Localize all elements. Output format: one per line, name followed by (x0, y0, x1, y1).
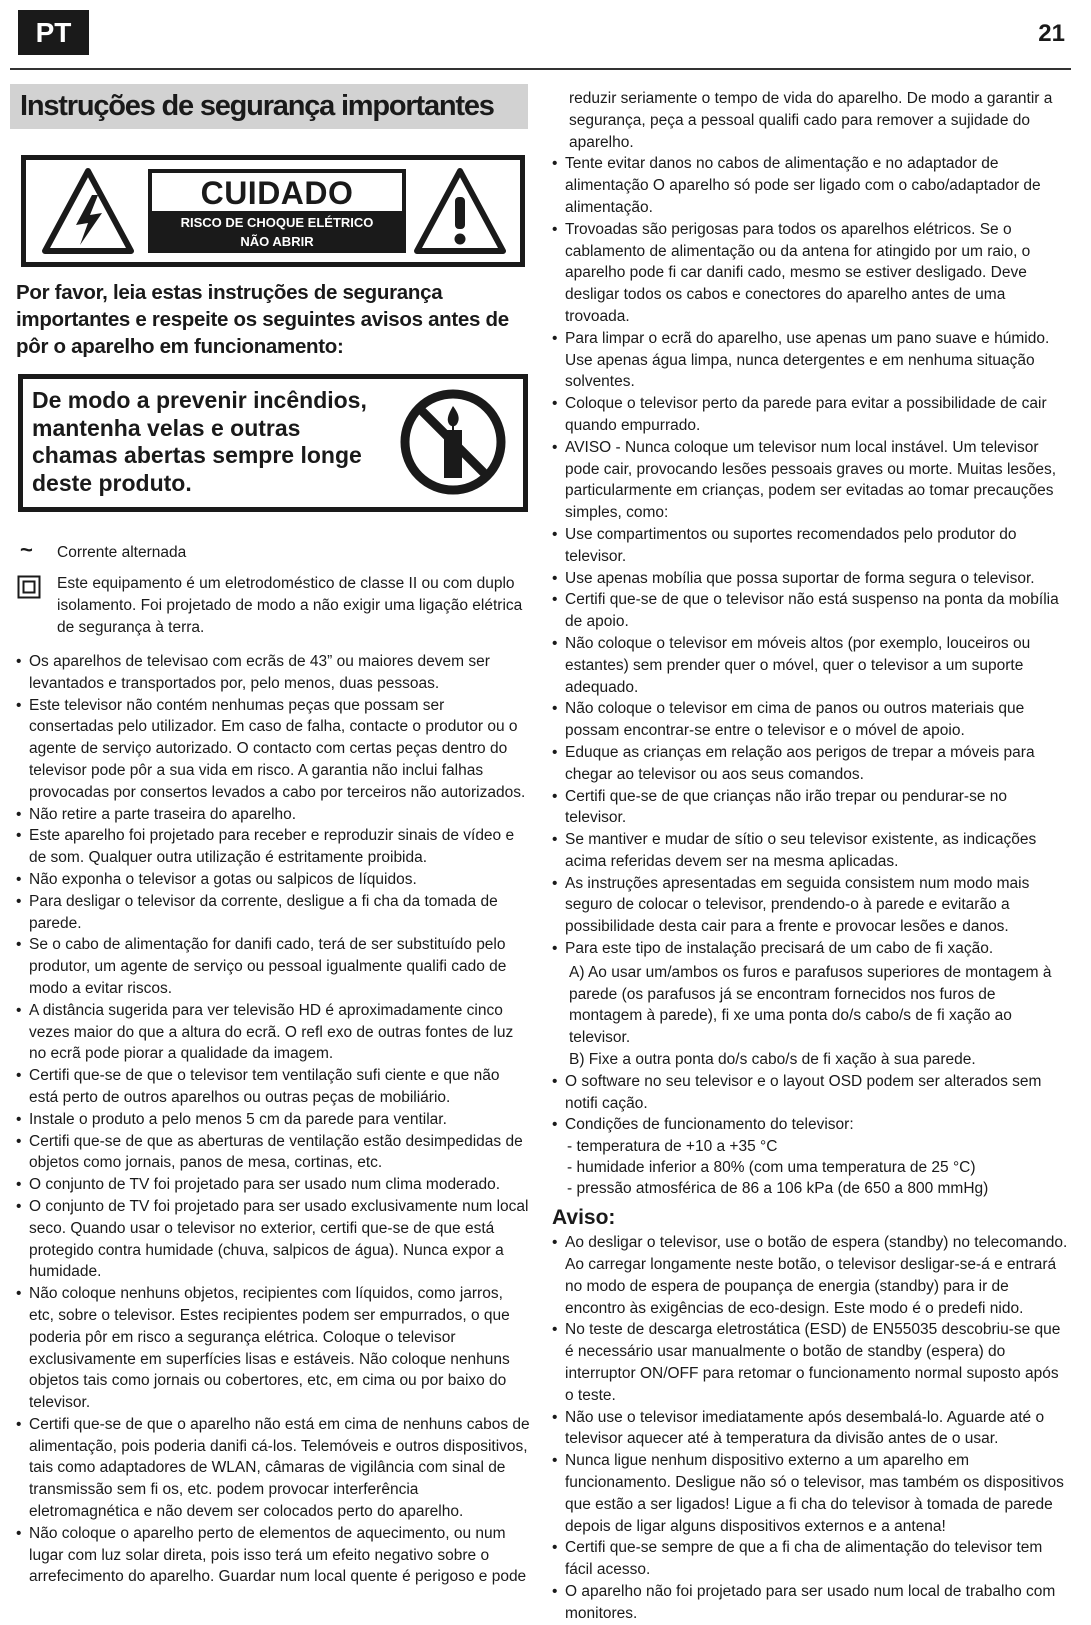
list-item: • Eduque as crianças em relação aos perigos de trepar a móveis para chegar ao televisor ou aos seus comandos. (552, 742, 1070, 786)
list-item: • Certifi que-se de que as aberturas de ventilação estão desimpedidas de objetos como jornais, panos de mesa, cortinas, etc. (16, 1131, 532, 1175)
class2-label: Este equipamento é um eletrodoméstico de classe II ou com duplo isolamento. Foi projetado de modo a não exigir uma ligação elétrica de segurança à terra. (57, 575, 523, 636)
condition-item: - humidade inferior a 80% (com uma temperatura de 25 °C) (567, 1159, 976, 1177)
list-item: • Nunca ligue nenhum dispositivo externo a um aparelho em funcionamento. Desligue não só o televisor, mas também os dispositivos que estão a ser ligados! Ligue a fi cha do televisor à tomada de parede depois de ligar alguns dispositivos externos e a antena! (552, 1450, 1070, 1537)
list-item: • Este televisor não contém nenhumas peças que possam ser consertadas pelo utilizador. Em caso de falha, contacte o produtor ou o agente de serviço autorizado. O contacto com certas peças dentro do televisor pode pôr a sua vida em risco. A garantia não inclui falhas provocadas por consertos levados a cabo por terceiros não autorizados. (16, 695, 532, 804)
list-item: • Trovoadas são perigosas para todos os aparelhos elétricos. Se o cablamento de alimentação ou da antena for atingido por um raio, o aparelho pode fi car danifi cado, mesmo se estiver desligado. Deve desligar todos os cabos e conectores do aparelho antes de uma trovoada. (552, 219, 1070, 328)
intro-text: Por favor, leia estas instruções de segurança importantes e respeite os seguintes avisos antes de pôr o aparelho em funcionamento: (16, 281, 509, 358)
list-item: • Não coloque o aparelho perto de elementos de aquecimento, ou num lugar com luz solar direta, pois isso terá um efeito negativo sobre o arrefecimento do aparelho. Guardar num local quente é perigoso e pode (16, 1523, 532, 1588)
caution-panel (148, 169, 406, 253)
list-item: • A distância sugerida para ver televisão HD é aproximadamente cinco vezes maior do que a altura do ecrã. O refl exo de outras fontes de luz no ecrã pode piorar a qualidade da imagem. (16, 1000, 532, 1065)
list-item: • Coloque o televisor perto da parede para evitar a possibilidade de cair quando empurrado. (552, 393, 1070, 437)
caution-line-2: NÃO ABRIR (240, 234, 314, 249)
ac-label: Corrente alternada (57, 544, 187, 561)
section-title: Instruções de segurança importantes (10, 84, 528, 129)
caution-heading: CUIDADO (152, 173, 402, 211)
list-item: • Tente evitar danos no cabos de alimentação e no adaptador de alimentação O aparelho só pode ser ligado com o cabo/adaptador de alimentação. (552, 153, 1070, 218)
list-item: • Certifi que-se de que o aparelho não está em cima de nenhuns cabos de alimentação, pois poderia danifi cá-los. Telemóveis e outros dispositivos, tais como adaptadores de WLAN, câmaras de vigilância com sinal de transmissão sem fi os, etc. podem provocar interferência eletromagnética e não devem ser colocados perto do aparelho. (16, 1414, 532, 1523)
fire-warning-box (18, 374, 528, 512)
list-item: • Não coloque o televisor em cima de panos ou outros materiais que possam encontrar-se entre o televisor e o móvel de apoio. (552, 698, 1070, 742)
fire-warning-text: De modo a prevenir incêndios, mantenha velas e outras chamas abertas sempre longe deste produto. (32, 387, 367, 496)
list-item: • Não coloque o televisor em móveis altos (por exemplo, louceiros ou estantes) sem prender quer o móvel, quer o televisor a um suporte adequado. (552, 633, 1070, 698)
list-item: • Ao desligar o televisor, use o botão de espera (standby) no telecomando. Ao carregar longamente neste botão, o televisor desligar-se-á e entrará no modo de espera de poupança de energia (standby) para ir de encontro às exigências de eco-design. Este modo é o predefi nido. (552, 1232, 1070, 1319)
list-item: • Não coloque nenhuns objetos, recipientes com líquidos, como jarros, etc, sobre o televisor. Estes recipientes podem ser empurrados, o que poderia pôr em risco a segurança elétrica. Coloque o televisor exclusivamente em superfícies lisas e estáveis. Não coloque nenhuns objetos tais como jornais ou cobertores, etc, em cima ou por baixo do televisor. (16, 1283, 532, 1414)
electric-shock-warning-icon (42, 167, 134, 255)
class2-symbol-row (16, 573, 532, 639)
page-number: 21 (1038, 20, 1065, 47)
list-item: • Use apenas mobília que possa suportar de forma segura o televisor. (552, 568, 1070, 590)
list-item: • O software no seu televisor e o layout OSD podem ser alterados sem notifi cação. (552, 1071, 1070, 1115)
install-step-a: A) Ao usar um/ambos os furos e parafusos superiores de montagem à parede (os parafusos já se encontram fornecidos nos furos de montagem à parede), fi xe uma ponta do/s cabo/s de fi xação ao televisor. (569, 963, 1052, 1047)
language-badge: PT (18, 10, 89, 55)
left-column (16, 84, 532, 1588)
aviso-heading: Aviso: (552, 1206, 616, 1230)
list-item: • As instruções apresentadas em seguida consistem num modo mais seguro de colocar o televisor, prendendo-o à parede e evitarão a possibilidade desta cair para a frente e provocar lesões e danos. (552, 873, 1070, 938)
list-item: • Este aparelho foi projetado para receber e reproduzir sinais de vídeo e de som. Qualquer outra utilização é estritamente proibida. (16, 825, 532, 869)
exclamation-warning-icon (414, 167, 506, 255)
list-item: • Certifi que-se de que o televisor tem ventilação sufi ciente e que não está perto de outros aparelhos ou outras peças de mobiliário. (16, 1065, 532, 1109)
double-insulation-icon (17, 575, 41, 599)
caution-label (21, 155, 525, 267)
right-column (552, 88, 1070, 1625)
condition-item: - temperatura de +10 a +35 °C (567, 1138, 778, 1156)
list-item: • O aparelho não foi projetado para ser usado num local de trabalho com monitores. (552, 1581, 1070, 1625)
list-item: • No teste de descarga eletrostática (ESD) de EN55035 descobriu-se que é necessário usar manualmente o botão de standby (espera) do interruptor ON/OFF para retomar o funcionamento normal suposto após o teste. (552, 1319, 1070, 1406)
list-item: • O conjunto de TV foi projetado para ser usado num clima moderado. (16, 1174, 532, 1196)
right-bullet-list (552, 153, 1070, 959)
list-item: • Para limpar o ecrã do aparelho, use apenas um pano suave e húmido. Use apenas água limpa, nunca detergentes e em nenhuma situação solventes. (552, 328, 1070, 393)
list-item: • Não exponha o televisor a gotas ou salpicos de líquidos. (16, 869, 532, 891)
operating-conditions (552, 1136, 1070, 1199)
list-item: • Para desligar o televisor da corrente, desligue a fi cha da tomada de parede. (16, 891, 532, 935)
install-step-b: B) Fixe a outra ponta do/s cabo/s de fi xação à sua parede. (569, 1051, 976, 1069)
list-item: • Não retire a parte traseira do aparelho. (16, 804, 532, 826)
condition-item: - pressão atmosférica de 86 a 106 kPa (de 650 a 800 mmHg) (567, 1180, 989, 1198)
list-item: • Certifi que-se de que o televisor não está suspenso na ponta da mobília de apoio. (552, 589, 1070, 633)
no-open-flame-icon (397, 386, 509, 498)
left-bullet-list (16, 651, 532, 1588)
list-item: • O conjunto de TV foi projetado para ser usado exclusivamente num local seco. Quando usar o televisor no exterior, certifi que-se de que está protegido contra humidade (chuva, salpicos de água). Nunca expor a humidade. (16, 1196, 532, 1283)
list-item: • AVISO - Nunca coloque um televisor num local instável. Um televisor pode cair, provocando lesões pessoais graves ou morte. Muitas lesões, particularmente em crianças, podem ser evitadas ao tomar precauções simples, como: (552, 437, 1070, 524)
list-item: • Certifi que-se sempre de que a fi cha de alimentação do televisor tem fácil acesso. (552, 1537, 1070, 1581)
list-item: • Se o cabo de alimentação for danifi cado, terá de ser substituído pelo produtor, um agente de serviço ou pessoal igualmente qualifi cado de modo a evitar riscos. (16, 934, 532, 999)
list-item: • Não use o televisor imediatamente após desembalá-lo. Aguarde até o televisor aquecer até à temperatura da divisão antes de o usar. (552, 1407, 1070, 1451)
right-bullet-list-2 (552, 1071, 1070, 1136)
list-item: • Os aparelhos de televisao com ecrãs de 43” ou maiores devem ser levantados e transportados por, pelo menos, duas pessoas. (16, 651, 532, 695)
list-item: • Se mantiver e mudar de sítio o seu televisor existente, as indicações acima referidas devem ser na mesma aplicadas. (552, 829, 1070, 873)
list-item: • Use compartimentos ou suportes recomendados pelo produtor do televisor. (552, 524, 1070, 568)
continuation-text: reduzir seriamente o tempo de vida do aparelho. De modo a garantir a segurança, peça a pessoal qualifi cado para remover a sujidade do aparelho. (569, 90, 1053, 151)
list-item: • Condições de funcionamento do televisor: (552, 1114, 1070, 1136)
list-item: • Para este tipo de instalação precisará de um cabo de fi xação. (552, 938, 1070, 960)
ac-symbol-row (16, 537, 532, 564)
caution-line-1: RISCO DE CHOQUE ELÉTRICO (180, 215, 374, 230)
list-item: • Certifi que-se de que crianças não irão trepar ou pendurar-se no televisor. (552, 786, 1070, 830)
list-item: • Instale o produto a pelo menos 5 cm da parede para ventilar. (16, 1109, 532, 1131)
ac-symbol: ~ (20, 537, 33, 562)
aviso-bullet-list (552, 1232, 1070, 1624)
header-divider (10, 68, 1071, 70)
